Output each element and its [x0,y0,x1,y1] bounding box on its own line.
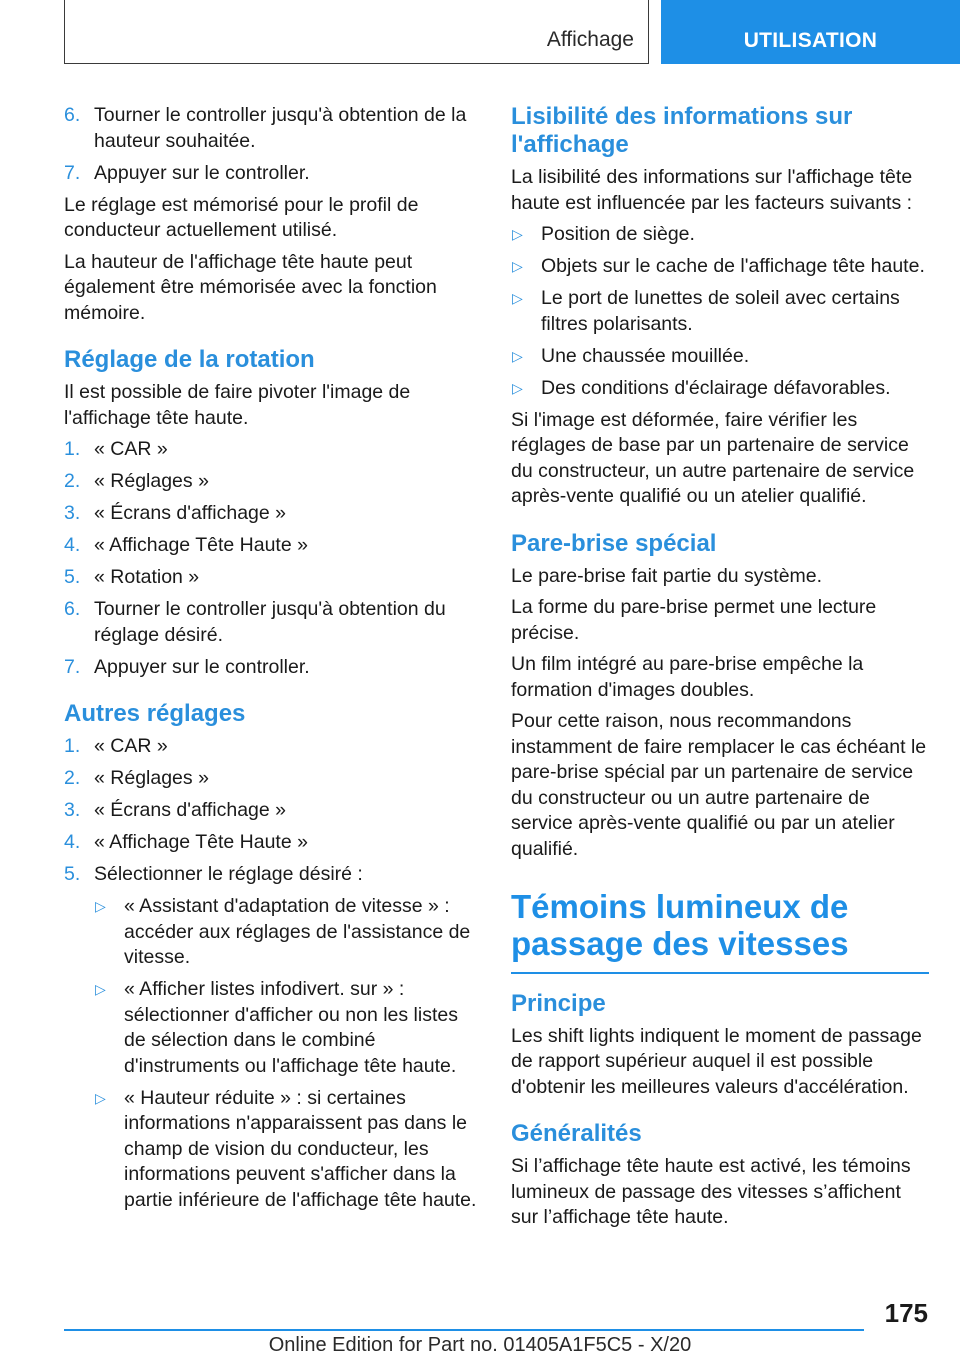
list-item [64,766,480,792]
step-list [64,734,480,888]
paragraph: Pour cette raison, nous recommandons instamment de faire remplacer le cas échéant le pare-brise spécial par un partenaire de service du constructeur ou un autre partenaire de service après-vente qualifié ou par un atelier qualifié. [511,710,927,860]
list-item [511,222,929,248]
list-item [64,655,480,681]
edition-note: Online Edition for Part no. 01405A1F5C5 - X/20 [268,1334,692,1356]
step-text: « Affichage Tête Haute » [94,831,308,853]
list-item [64,501,480,527]
step-text: « Affichage Tête Haute » [94,534,308,556]
section-heading: Réglage de la rotation [64,346,315,373]
step-number: 4. [64,534,81,556]
list-item [64,533,480,559]
step-text: « CAR » [94,438,168,460]
triangle-bullet-icon: ▷ [512,226,523,242]
step-text: Tourner le controller jusqu'à obtention du réglage désiré. [94,598,446,646]
bullet-text: « Assistant d'adaptation de vitesse » : accéder aux réglages de l'assistance de vitesse. [124,895,471,968]
chapter-title: UTILISATION [743,29,878,52]
section-tab [64,0,649,64]
list-item [511,376,929,402]
section-heading: Généralités [511,1120,642,1147]
paragraph: Un film intégré au pare-brise empêche la formation d'images doubles. [511,653,864,701]
step-text: Tourner le controller jusqu'à obtention de la hauteur souhaitée. [94,104,467,152]
list-item [511,344,929,370]
step-text: « Réglages » [94,470,209,492]
triangle-bullet-icon: ▷ [512,379,523,396]
bullet-list [511,222,929,401]
step-text: Sélectionner le réglage désiré : [94,863,363,885]
step-number: 1. [64,438,81,460]
paragraph: La forme du pare-brise permet une lecture précise. [511,596,877,644]
step-text: Appuyer sur le controller. [94,161,310,184]
paragraph: Les shift lights indiquent le moment de passage de rapport supérieur auquel il est possible d'obtenir les meilleures valeurs d'accélération. [511,1024,922,1098]
bullet-text: Objets sur le cache de l'affichage tête haute. [541,255,925,277]
chapter-heading: Témoins lumineux de passage des vitesses [511,888,849,962]
step-list [64,103,480,186]
step-number: 3. [64,799,81,821]
step-number: 2. [64,767,81,789]
list-item [64,469,480,495]
step-number: 5. [64,566,81,588]
section-heading: Principe [511,989,606,1017]
paragraph: Le pare-brise fait partie du système. [511,564,823,587]
step-number: 2. [64,470,81,492]
bullet-text: « Afficher listes infodivert. sur » : sélectionner d'afficher ou non les listes de sélection dans le combiné d'instruments ou l'affichage tête haute. [124,978,458,1077]
section-heading: Pare-brise spécial [511,529,717,557]
triangle-bullet-icon: ▷ [95,981,106,997]
page-number: 175 [884,1298,928,1328]
list-item [64,437,480,463]
list-item [64,830,480,856]
step-text: « Rotation » [94,566,200,588]
triangle-bullet-icon: ▷ [512,347,523,364]
step-text: « Écrans d'affichage » [94,799,286,821]
step-number: 6. [64,598,81,620]
chapter-tab [661,0,960,64]
right-column [511,103,929,1237]
list-item [94,977,480,1079]
list-item [64,565,480,591]
section-heading: Lisibilité des informations sur l'affichage [511,103,853,158]
list-item [64,103,480,154]
page-header [0,0,960,66]
list-item [511,286,929,337]
step-text: « Réglages » [94,767,209,789]
paragraph: Si l’affichage tête haute est activé, les témoins lumineux de passage des vitesses s’affichent sur l’affichage tête haute. [511,1155,911,1228]
step-list [64,437,480,680]
step-text: « Écrans d'affichage » [94,502,286,524]
step-number: 3. [64,502,81,524]
triangle-bullet-icon: ▷ [95,1089,106,1106]
step-number: 5. [64,863,81,885]
bullet-text: « Hauteur réduite » : si certaines informations n'apparaissent pas dans le champ de vision du conducteur, les informations peuvent s'afficher dans la partie inférieure de l'affichage tête haute. [124,1086,477,1211]
bullet-text: Position de siège. [541,223,695,245]
step-text: Appuyer sur le controller. [94,655,310,678]
step-text: « CAR » [94,735,168,757]
list-item [94,1086,480,1214]
paragraph: La hauteur de l'affichage tête haute peut également être mémorisée avec la fonction mémoire. [64,250,437,324]
list-item [64,161,480,187]
list-item [64,798,480,824]
triangle-bullet-icon: ▷ [95,898,106,914]
paragraph: La lisibilité des informations sur l'affichage tête haute est influencée par les facteurs suivants : [511,166,913,214]
section-heading: Autres réglages [64,700,246,727]
bullet-text: Des conditions d'éclairage défavorables. [541,376,891,399]
triangle-bullet-icon: ▷ [512,258,523,274]
list-item [64,597,480,648]
paragraph: Il est possible de faire pivoter l'image de l'affichage tête haute. [64,381,411,429]
sub-bullet-list [94,894,480,1213]
bullet-text: Le port de lunettes de soleil avec certains filtres polarisants. [541,287,900,335]
paragraph: Le réglage est mémorisé pour le profil de conducteur actuellement utilisé. [64,193,419,241]
heading-divider [511,972,929,974]
step-number: 4. [64,831,81,853]
paragraph: Si l'image est déformée, faire vérifier les réglages de base par un partenaire de service du constructeur, un autre partenaire de service après-vente qualifié ou un atelier qualifié. [511,408,915,507]
bullet-text: Une chaussée mouillée. [541,344,750,367]
step-number: 6. [64,104,81,126]
triangle-bullet-icon: ▷ [512,290,523,306]
step-number: 7. [64,655,81,678]
step-number: 1. [64,735,81,757]
section-title: Affichage [546,28,634,51]
list-item [94,894,480,971]
left-column [64,103,480,1220]
list-item [64,734,480,760]
list-item [511,254,929,280]
footer-divider [64,1329,864,1331]
step-number: 7. [64,161,81,184]
list-item [64,862,480,888]
